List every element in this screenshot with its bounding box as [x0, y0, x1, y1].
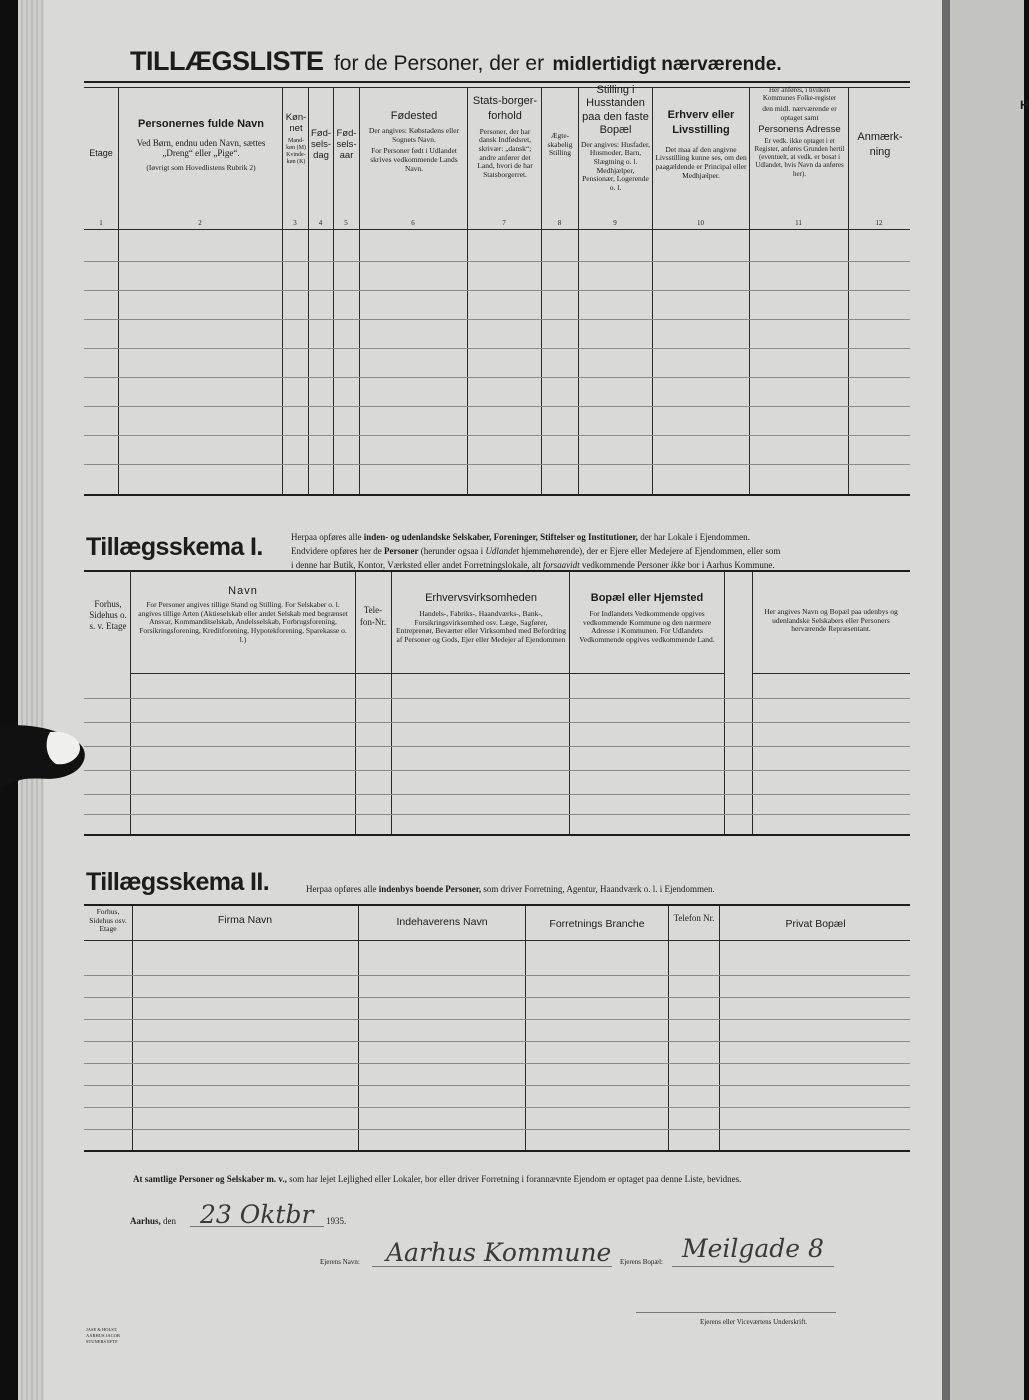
s2-head-etage: Forhus, Sidehus osv. Etage: [89, 907, 127, 934]
page-edges: [18, 0, 44, 1400]
skema1-head-rule: [752, 673, 910, 674]
s2-head-indehaver: Indehaverens Navn: [396, 916, 488, 928]
t1-head-fodested: [362, 110, 466, 173]
skema1-bottom-rule: [84, 834, 910, 836]
s1-head-bopael-title: Bopæl eller Hjemsted: [590, 592, 704, 604]
next-page-letter: H: [1020, 98, 1029, 112]
title-main: TILLÆGSLISTE: [130, 46, 324, 76]
t1-row-rule: [84, 377, 910, 378]
s2-head-firma: Firma Navn: [217, 914, 273, 926]
t1-colnum: 12: [875, 219, 883, 227]
skema2-bottom-rule: [84, 1150, 910, 1152]
t1-head-fodselsaar: Fød-sels-aar: [336, 128, 357, 161]
t1-head-adresse: [752, 86, 847, 178]
t1-head-name-title: Personernes fulde Navn: [138, 118, 264, 130]
s1-head-etage: Forhus, Sidehus o. s. v. Etage: [89, 599, 127, 631]
s1-row-rule: [84, 794, 910, 795]
t1-head-etage: Etage: [89, 148, 113, 158]
t1-row-rule: [84, 435, 910, 436]
t1-row-rule: [84, 406, 910, 407]
den-label: den: [163, 1216, 177, 1226]
t1-head-kon: [284, 112, 308, 166]
skema1-intro3-it2: ikke: [670, 560, 686, 570]
skema1-intro: [291, 530, 916, 572]
thumb-shadow: [0, 718, 90, 818]
skema1-head-rule: [130, 673, 724, 674]
s2-col-line: [132, 906, 133, 1150]
t1-head-name-note2: (Iøvrigt som Hovedlistens Rubrik 2): [146, 162, 256, 172]
t1-head-aegteskab: Ægte-skabelig Stilling: [547, 131, 573, 158]
skema1-intro-bold: inden- og udenlandske Selskaber, Foreninger, Stiftelser og Institutioner,: [363, 532, 638, 542]
s1-head-navn: [136, 585, 350, 644]
t1-row-rule: [84, 261, 910, 262]
printer-mark: JASE & HOLST, AARHUS JACOB STUNERS EFTF.: [86, 1327, 120, 1344]
skema1-intro-post: der har Lokale i Ejendommen.: [637, 532, 750, 542]
s1-head-repraesentant: Her angives Navn og Bopæl paa udenbys og udenlandske Selskabers eller Personers herværende Repræsentant.: [764, 607, 898, 634]
skema2-intro-bold: indenbys boende Personer,: [378, 884, 482, 894]
t1-col-line: [749, 87, 750, 495]
skema1-intro3-pre: i denne har Butik, Kontor, Værksted eller andet Forretningslokale, alt: [291, 560, 544, 570]
t1-head-adresse-note2: Er vedk. ikke optaget i et Register, anføres Grunden hertil (eventuelt, at vedk. er bosat i Udlandet, hvis Navn da anføres her).: [754, 137, 845, 178]
address-label: Ejerens Bopæl:: [620, 1258, 663, 1266]
address-handwritten: Meilgade 8: [682, 1234, 824, 1263]
t1-colnum: 10: [697, 219, 704, 227]
s2-col-line: [525, 906, 526, 1150]
skema1-top-rule: [84, 570, 910, 572]
s2-row-rule: [84, 1063, 910, 1064]
t1-head-fodselsdag: Fød-sels-dag: [310, 128, 332, 161]
t1-col-line: [282, 87, 283, 495]
skema1-intro2-pre: Endvidere opføres her de: [291, 546, 384, 556]
table1-head-rule: [84, 229, 910, 230]
t1-colnum: 4: [318, 219, 323, 227]
skema1-intro3-it: forsaavidt: [543, 560, 580, 570]
t1-head-name: [122, 118, 280, 172]
t1-head-erhverv-title: Erhverv eller Livsstilling: [667, 109, 735, 136]
skema1-intro3-post: bor i Aarhus Kommune.: [685, 560, 775, 570]
t1-head-statsborger: [470, 94, 540, 179]
skema1-intro-pre: Herpaa opføres alle: [291, 532, 364, 542]
t1-head-stilling: [580, 84, 651, 192]
t1-head-statsborger-note: Personer, der har dansk Indfødsret, skrivær: „dansk“; andre anfører det Land, hvori de har Statsborgerret.: [477, 126, 533, 179]
signature-label: Ejerens eller Viceværtens Underskrift.: [700, 1318, 808, 1326]
t1-head-statsborger-title: Stats-borger-forhold: [472, 95, 538, 122]
s1-head-bopael: [573, 592, 721, 645]
t1-colnum: 5: [344, 219, 348, 227]
skema2-top-rule: [84, 904, 910, 906]
s1-head-erhverv-title: Erhvervsvirksomheden: [425, 592, 537, 604]
t1-row-rule: [84, 290, 910, 291]
skema1-intro2-mid: (herunder ogsaa i: [418, 546, 486, 556]
t1-colnum: 8: [557, 219, 562, 227]
t1-colnum: 3: [293, 219, 297, 227]
s1-head-telefon: Tele-fon-Nr.: [359, 605, 387, 627]
attestation: [133, 1174, 913, 1184]
s2-row-rule: [84, 975, 910, 976]
skema2-title: Tillægsskema II.: [86, 868, 270, 896]
table1-top-rule: [84, 81, 910, 83]
s1-head-erhverv: [395, 592, 567, 645]
t1-colnum: 6: [411, 219, 415, 227]
s2-head-branche: Forretnings Branche: [549, 918, 645, 930]
skema1-title: Tillægsskema I.: [86, 533, 263, 561]
t1-head-anmaerkning: Anmærk-ning: [857, 131, 903, 158]
address-line: [672, 1266, 834, 1267]
skema2-intro-pre: Herpaa opføres alle: [306, 884, 379, 894]
book-spine: [942, 0, 950, 1400]
t1-col-line: [359, 87, 360, 495]
title-rest: for de Personer, der er: [333, 52, 545, 75]
owner-label: Ejerens Navn:: [320, 1258, 360, 1266]
skema2-intro-post: som driver Forretning, Agentur, Haandværk o. l. i Ejendommen.: [481, 884, 715, 894]
t1-head-kon-title: Køn-net: [285, 112, 307, 134]
t1-head-fodested-note2: For Personer født i Udlandet skrives vedkommende Lands Navn.: [370, 146, 458, 173]
t1-colnum: 9: [613, 219, 617, 227]
t1-col-line: [467, 87, 468, 495]
t1-colnum: 1: [99, 219, 103, 227]
s2-col-line: [668, 906, 669, 1150]
t1-col-line: [541, 87, 542, 495]
t1-head-fodested-note: Der angives: Købstadens eller Sognets Navn.: [368, 126, 460, 144]
title-tail: midlertidigt nærværende.: [552, 54, 782, 75]
table1-bottom-rule: [84, 494, 910, 496]
t1-row-rule: [84, 464, 910, 465]
s1-head-bopael-note: For Indlandets Vedkommende opgives vedkommende Kommune og den nærmere Adresse i Kommunen. For Udlandets Vedkommende opgives vedkommende Land.: [579, 609, 715, 644]
owner-handwritten: Aarhus Kommune: [386, 1238, 612, 1267]
t1-head-fodested-title: Fødested: [390, 110, 438, 122]
s1-row-rule: [84, 722, 910, 723]
t1-head-stilling-note: Der angives: Husfader, Husmoder, Barn, Slægtning o. l. Medhjælper, Pensionær, Logerende o. l.: [580, 139, 651, 192]
t1-head-adresse-note: den midl. nærværende er optaget samt: [762, 104, 837, 122]
s2-row-rule: [84, 1019, 910, 1020]
t1-head-erhverv: [655, 108, 747, 180]
s2-head-privat: Privat Bopæl: [785, 918, 846, 930]
signature-line: [636, 1312, 836, 1313]
s2-head-telefon: Telefon Nr.: [673, 913, 715, 923]
next-page: [950, 0, 1029, 1400]
t1-colnum: 7: [502, 219, 506, 227]
t1-colnum: 11: [795, 219, 802, 227]
t1-head-adresse-title: Personens Adresse: [758, 124, 841, 136]
t1-head-kon-note: Mand-køn (M) Kvinde-køn (K): [286, 138, 306, 165]
attest-bold: At samtlige Personer og Selskaber m. v.,: [133, 1174, 287, 1184]
attest-rest: som har lejet Lejlighed eller Lokaler, bor eller driver Forretning i forannævnte Ejendom er optaget paa denne Liste, bevidnes.: [286, 1174, 742, 1184]
skema2-intro: [306, 884, 715, 894]
skema1-intro2-post: hjemmehørende), der er Ejere eller Medejere af Ejendommen, eller som: [518, 546, 781, 556]
s1-head-navn-title: Navn: [228, 585, 258, 597]
t1-row-rule: [84, 319, 910, 320]
skema1-intro2-it: Udlandet: [485, 546, 519, 556]
s1-row-rule: [84, 770, 910, 771]
t1-head-erhverv-note: Det maa af den angivne Livsstilling kunne ses, om den paagældende er Principal eller Medhjælper.: [655, 144, 747, 180]
t1-head-name-note: Ved Børn, endnu uden Navn, sættes „Dreng“ eller „Pige“.: [136, 138, 266, 159]
year: 1935.: [326, 1216, 347, 1226]
s2-row-rule: [84, 1129, 910, 1130]
t1-row-rule: [84, 348, 910, 349]
s1-row-rule: [84, 814, 910, 815]
s1-row-rule: [84, 698, 910, 699]
t1-col-line: [118, 87, 119, 495]
s2-col-line: [358, 906, 359, 1150]
city-label: [130, 1216, 176, 1226]
page-title: [130, 46, 782, 77]
skema1-intro2-bold: Personer: [383, 546, 419, 556]
s2-row-rule: [84, 1107, 910, 1108]
t1-col-line: [578, 87, 579, 495]
date-handwritten: 23 Oktbr: [200, 1200, 314, 1229]
skema2-head-rule: [84, 940, 910, 941]
t1-head-stilling-title: Stilling i Husstanden paa den faste Bopæl: [582, 84, 649, 137]
t1-head-adresse-pre: Her anføres, i hvilken Kommunes Folke-register: [762, 86, 837, 103]
city: Aarhus,: [130, 1216, 161, 1226]
t1-col-line: [848, 87, 849, 495]
s1-head-navn-note: For Personer angives tillige Stand og Stilling. For Selskaber o. l. angives tillige Arten (Aktieselskab eller andet Selskab med begrænset Ansvar, Kommanditselskab, Andelsselskab, Forbrugsforening, Forsikringsforening, Kreditforening, Hypotekforening, Sparekasse o. l.): [138, 600, 348, 644]
s1-row-rule: [84, 746, 910, 747]
s2-col-line: [719, 906, 720, 1150]
t1-col-line: [652, 87, 653, 495]
s2-row-rule: [84, 997, 910, 998]
t1-colnum: 2: [198, 219, 202, 227]
s2-row-rule: [84, 1085, 910, 1086]
skema1-intro3-mid: vedkommende Personer: [579, 560, 671, 570]
s1-head-erhverv-note: Handels-, Fabriks-, Haandværks-, Bank-, Forsikringsvirksomhed osv. Læge, Sagfører, Entreprenør, Beværter eller Virksomhed med Befordring af Personer og Gods, Ejer eller Medejer af Ejendommen: [396, 609, 566, 644]
form-sheet: [18, 0, 942, 1400]
s2-row-rule: [84, 1041, 910, 1042]
